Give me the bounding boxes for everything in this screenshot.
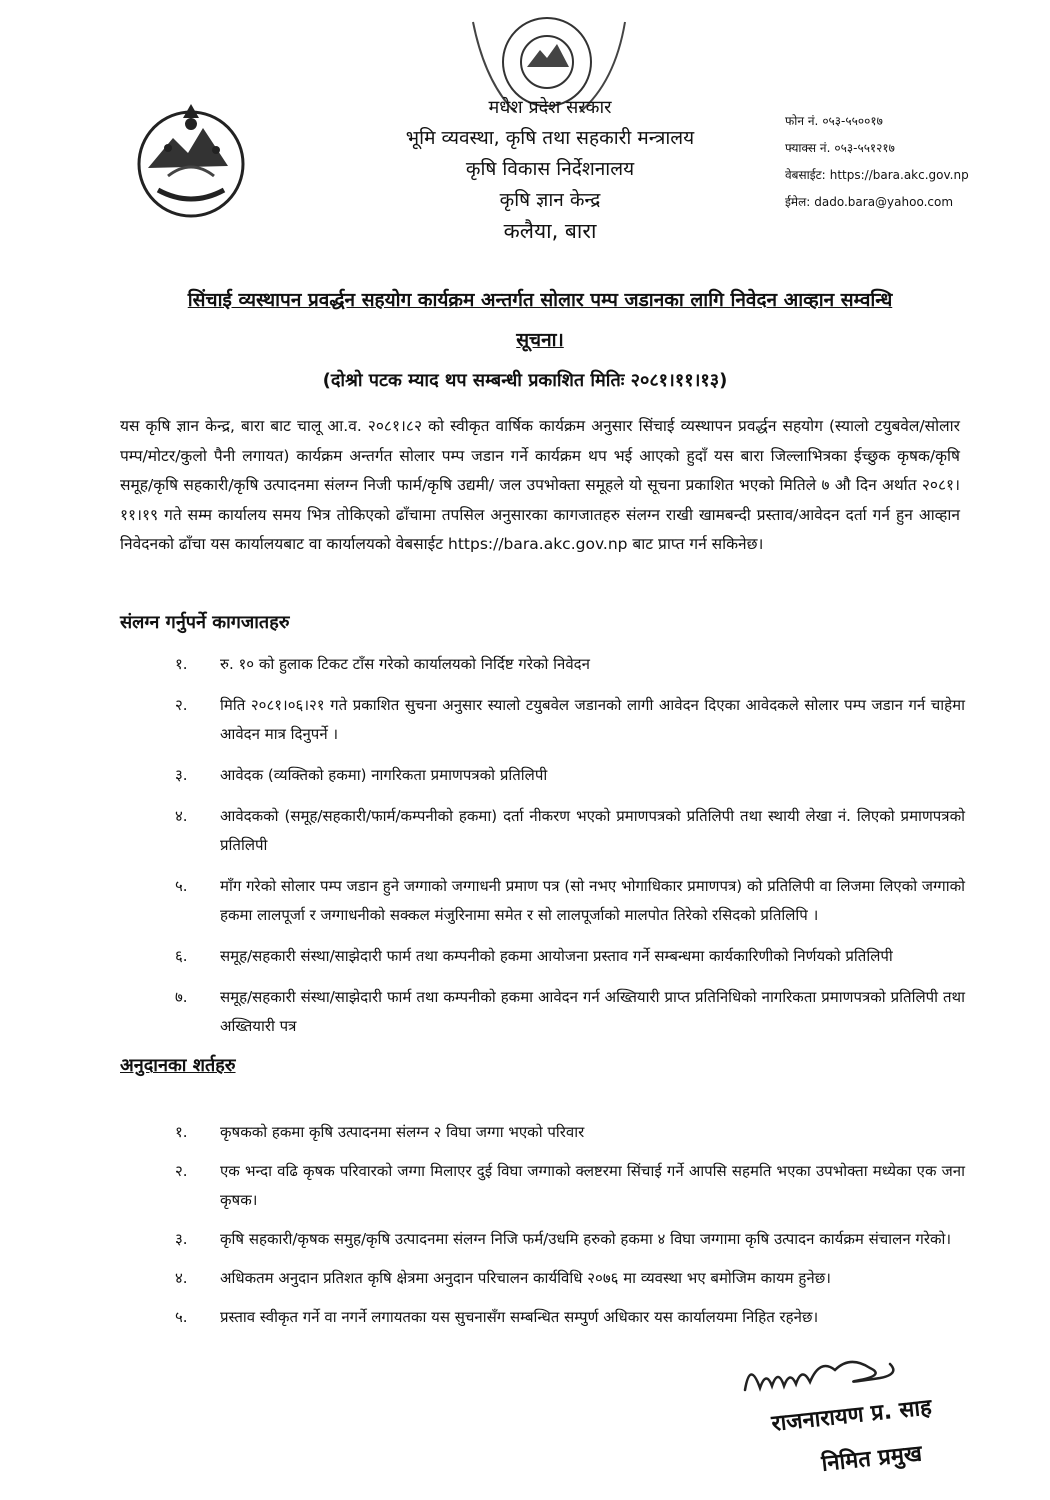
office-location: कलैया, बारा [503, 219, 597, 243]
email-label: ईमेल: [785, 195, 811, 209]
office-header [300, 92, 800, 247]
notice-subtitle: (दोश्रो पटक म्याद थप सम्बन्धी प्रकाशित मितिः २०८१।११।१३) [322, 370, 728, 391]
list-item [175, 1157, 965, 1215]
list-item [175, 983, 965, 1041]
item-number: ६. [175, 947, 188, 965]
item-text: माँग गरेको सोलार पम्प जडान हुने जग्गाको जग्गाधनी प्रमाण पत्र (सो नभए भोगाधिकार प्रमाणपत्र) को प्रतिलिपी वा लिजमा लिएको जग्गाको हकमा लालपूर्जा र जग्गाधनीको सक्कल मंजुरिनामा समेत र सो लालपूर्जाको मालपोत तिरेको रसिदको प्रतिलिपि । [220, 877, 965, 924]
documents-list [175, 650, 965, 1053]
office-name: कृषि ज्ञान केन्द्र [499, 189, 601, 211]
list-item [175, 1303, 965, 1332]
item-text: आवेदक (व्यक्तिको हकमा) नागरिकता प्रमाणपत्रको प्रतिलिपी [220, 766, 548, 784]
documents-heading: संलग्न गर्नुपर्ने कागजातहरु [120, 612, 290, 633]
item-number: २. [175, 696, 188, 714]
phone-row [785, 108, 1045, 135]
list-item [175, 691, 965, 749]
list-item [175, 872, 965, 930]
website-row [785, 162, 1045, 189]
item-number: ७. [175, 988, 188, 1006]
item-text: रु. १० को हुलाक टिकट टाँस गरेको कार्यालयको निर्दिष्ट गरेको निवेदन [220, 655, 590, 673]
list-item [175, 761, 965, 790]
ministry-name: भूमि व्यवस्था, कृषि तथा सहकारी मन्त्रालय [405, 127, 695, 149]
directorate-name: कृषि विकास निर्देशनालय [465, 158, 635, 180]
item-text: अधिकतम अनुदान प्रतिशत कृषि क्षेत्रमा अनुदान परिचालन कार्यविधि २०७६ मा व्यवस्था भए बमोजिम कायम हुनेछ। [220, 1269, 831, 1287]
notice-title-line2: सूचना। [516, 329, 564, 351]
list-item [175, 1225, 965, 1254]
notice-title [120, 280, 960, 360]
conditions-heading: अनुदानका शर्तहरु [120, 1055, 236, 1076]
website-link[interactable]: https://bara.akc.gov.np [829, 168, 969, 182]
item-number: ४. [175, 807, 188, 825]
list-item [175, 1118, 965, 1147]
province-name: मधेश प्रदेश सरकार [488, 97, 612, 118]
website-label: वेबसाईट: [785, 168, 826, 182]
item-text: कृषकको हकमा कृषि उत्पादनमा संलग्न २ विघा जग्गा भएको परिवार [220, 1123, 585, 1141]
item-number: ५. [175, 1308, 188, 1326]
email-row [785, 189, 1045, 216]
fax-label: फ्याक्स नं. [785, 141, 831, 155]
item-text: आवेदकको (समूह/सहकारी/फार्म/कम्पनीको हकमा) दर्ता नीकरण भएको प्रमाणपत्रको प्रतिलिपी तथा स्थायी लेखा नं. लिएको प्रमाणपत्रको प्रतिलिपी [220, 807, 965, 854]
notice-body: यस कृषि ज्ञान केन्द्र, बारा बाट चालू आ.व. २०८१।८२ को स्वीकृत वार्षिक कार्यक्रम अनुसार सिंचाई व्यस्थापन प्रवर्द्धन सहयोग (स्यालो टयुबवेल/सोलार पम्प/मोटर/कुलो पैनी लगायत) कार्यक्रम अन्तर्गत सोलार पम्प जडान गर्ने कार्यक्रम थप भई आएको हुदाँ यस बारा जिल्लाभित्रका ईच्छुक कृषक/कृषि समूह/कृषि सहकारी/कृषि उत्पादनमा संलग्न निजी फार्म/कृषि उद्यमी/ जल उपभोक्ता समूहले यो सूचना प्रकाशित भएको मितिले ७ औ दिन अर्थात २०८१।११।१९ गते सम्म कार्यालय समय भित्र तोकिएको ढाँचामा तपसिल अनुसारका कागजातहरु संलग्न राखी खामबन्दी प्रस्ताव/आवेदन दर्ता गर्न हुन आव्हान निवेदनको ढाँचा यस कार्यालयबाट वा कार्यालयको वेबसाईट https://bara.akc.gov.np बाट प्राप्त गर्न सकिनेछ। [120, 417, 960, 553]
phone-value: ०५३-५५००१७ [822, 114, 883, 128]
fax-value: ०५३-५५१२१७ [834, 141, 895, 155]
item-number: ४. [175, 1269, 188, 1287]
contact-block [785, 108, 1045, 216]
item-number: २. [175, 1162, 188, 1180]
item-number: १. [175, 655, 188, 673]
email-link[interactable]: dado.bara@yahoo.com [814, 195, 954, 209]
item-text: कृषि सहकारी/कृषक समुह/कृषि उत्पादनमा संलग्न निजि फर्म/उधमि हरुको हकमा ४ विघा जग्गामा कृषि उत्पादन कार्यक्रम संचालन गरेको। [220, 1230, 952, 1248]
item-text: समूह/सहकारी संस्था/साझेदारी फार्म तथा कम्पनीको हकमा आयोजना प्रस्ताव गर्ने सम्बन्धमा कार्यकारिणीको निर्णयको प्रतिलिपी [220, 947, 893, 965]
signatory-name: राजनारायण प्र. साह [770, 1395, 933, 1437]
signatory-title: निमित प्रमुख [820, 1441, 924, 1477]
list-item [175, 942, 965, 971]
nepal-emblem-icon [128, 98, 254, 224]
list-item [175, 802, 965, 860]
item-number: ३. [175, 1230, 188, 1248]
item-text: एक भन्दा वढि कृषक परिवारको जग्गा मिलाएर दुई विघा जग्गाको क्लष्टरमा सिंचाई गर्ने आपसि सहमति भएका उपभोक्ता मध्येका एक जना कृषक। [220, 1162, 965, 1209]
item-text: प्रस्ताव स्वीकृत गर्ने वा नगर्ने लगायतका यस सुचनासँग सम्बन्धित सम्पुर्ण अधिकार यस कार्यालयमा निहित रहनेछ। [220, 1308, 819, 1326]
notice-title-line1: सिंचाई व्यस्थापन प्रवर्द्धन सहयोग कार्यक्रम अन्तर्गत सोलार पम्प जडानका लागि निवेदन आव्हान सम्वन्धि [187, 289, 893, 311]
phone-label: फोन नं. [785, 114, 819, 128]
item-number: १. [175, 1123, 188, 1141]
item-text: समूह/सहकारी संस्था/साझेदारी फार्म तथा कम्पनीको हकमा आवेदन गर्न अख्तियारी प्राप्त प्रतिनिधिको नागरिकता प्रमाणपत्रको प्रतिलिपी तथा अख्तियारी पत्र [220, 988, 965, 1035]
item-number: ५. [175, 877, 188, 895]
item-number: ३. [175, 766, 188, 784]
list-item [175, 650, 965, 679]
conditions-list [175, 1118, 965, 1342]
fax-row [785, 135, 1045, 162]
item-text: मिति २०८१।०६।२१ गते प्रकाशित सुचना अनुसार स्यालो टयुबवेल जडानको लागी आवेदन दिएका आवेदकले सोलार पम्प जडान गर्न चाहेमा आवेदन मात्र दिनुपर्ने । [220, 696, 965, 743]
list-item [175, 1264, 965, 1293]
